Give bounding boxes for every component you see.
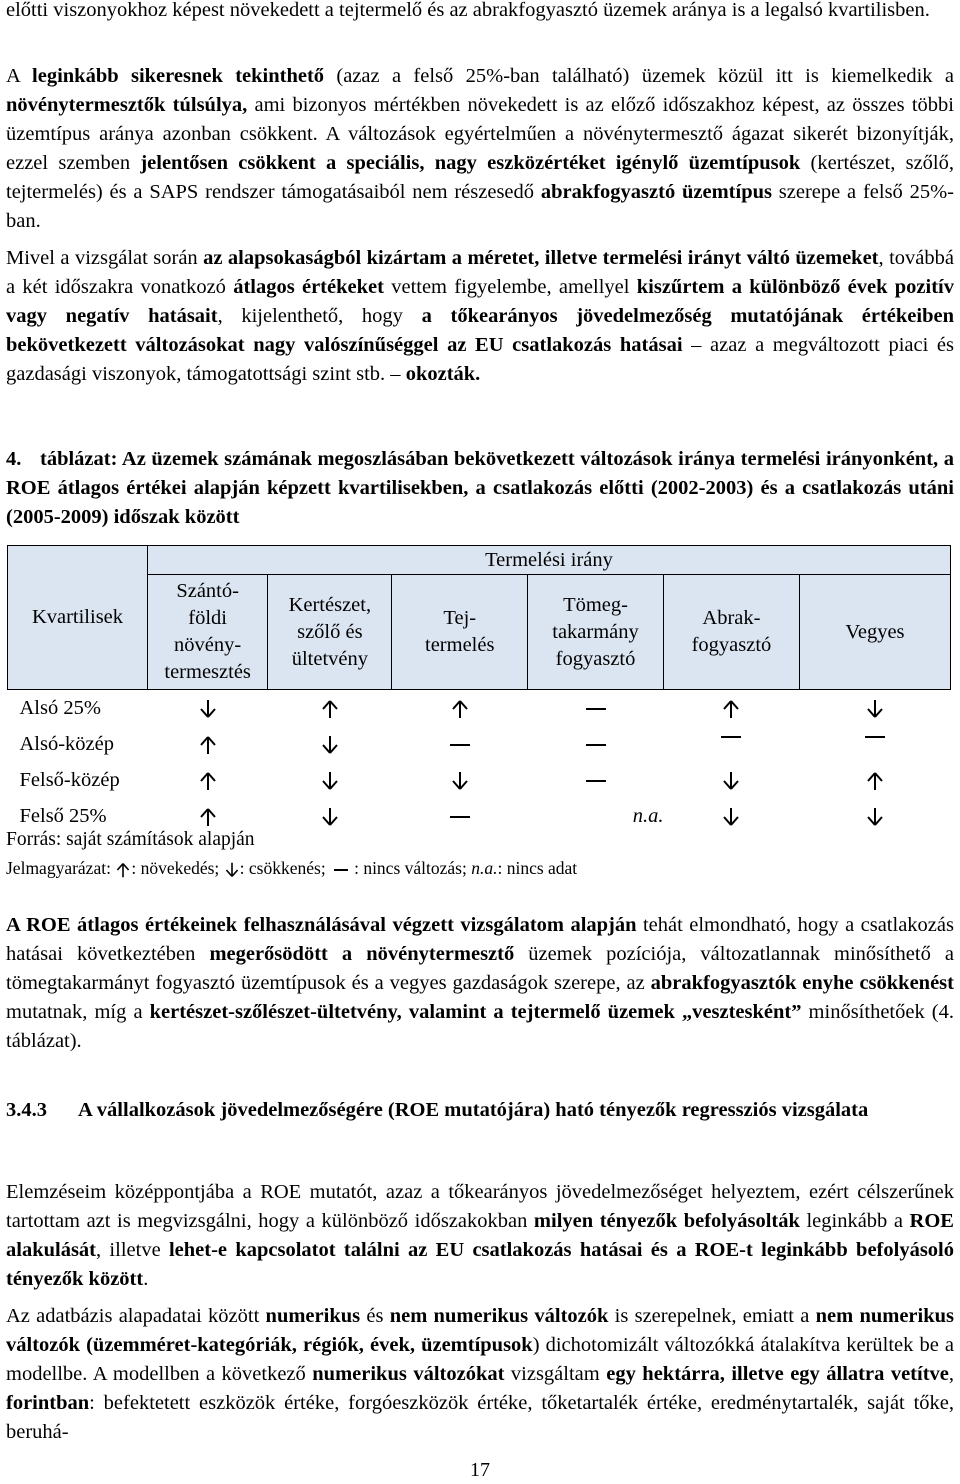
table-cell bbox=[664, 690, 800, 727]
arrow-down-icon bbox=[450, 771, 470, 791]
kvartilis-header: Kvartilisek bbox=[8, 546, 148, 690]
bold-text-run: lehet-e kapcsolatot találni az EU csatlakozás hatásai és a ROE-t leginkább befolyásoló tényezők között bbox=[6, 1239, 954, 1290]
paragraph-6 bbox=[6, 1302, 954, 1447]
text-run: , továbbá a két időszakra vonatkozó bbox=[6, 247, 954, 298]
table-cell bbox=[799, 726, 950, 762]
text-run: vizsgáltam bbox=[504, 1363, 607, 1385]
table-caption bbox=[6, 445, 954, 532]
arrow-down-icon bbox=[721, 807, 741, 827]
bold-text-run: nem numerikus változók (üzemméret-kategóriák, régiók, évek, üzemtípusok bbox=[6, 1305, 955, 1356]
table-cell bbox=[799, 762, 950, 798]
row-label: Felső 25% bbox=[19, 804, 107, 827]
arrow-down-icon bbox=[320, 807, 340, 827]
bold-text-run: átlagos értékeket bbox=[233, 276, 384, 298]
table-caption-text: táblázat: Az üzemek számának megoszlásában bekövetkezett változások iránya termelési irányonként, a ROE átlagos értékei alapján képzett kvartilisekben, a csatlakozás előtti (2002-2003) és a csatlakozás utáni (2005-2009) időszak között bbox=[6, 448, 954, 528]
table-cell bbox=[799, 798, 950, 834]
column-header: Szántó- földi növény- termesztés bbox=[147, 575, 267, 690]
arrow-up-icon bbox=[198, 807, 218, 827]
table-cell bbox=[664, 762, 800, 798]
table-cell bbox=[268, 690, 392, 727]
kvartilis-table bbox=[7, 545, 951, 834]
table-cell bbox=[799, 690, 950, 727]
table-cell bbox=[147, 726, 267, 762]
text-run: Az adatbázis alapadatai között bbox=[6, 1305, 266, 1327]
text-run: leginkább a bbox=[799, 1210, 910, 1232]
no-data-label: n.a. bbox=[632, 804, 664, 827]
table-caption-number: 4. bbox=[6, 448, 22, 470]
table-cell bbox=[392, 726, 528, 762]
paragraph-2 bbox=[6, 62, 954, 236]
table-cell bbox=[147, 690, 267, 727]
bold-text-run: kertészet-szőlészet-ültetvény, valamint a tejtermelő üzemek „vesztesként” bbox=[149, 1001, 802, 1023]
text-run: ami bizonyos mértékben növekedett is az előző időszakhoz képest, az összes többi üzemtípus aránya azonban csökkent. A változások egyértelműen a növénytermesztő ágazat sikerét bizonyítják, ezzel szemben bbox=[6, 94, 954, 174]
paragraph-3 bbox=[6, 244, 954, 389]
text-run: (azaz a felső 25%-ban található) üzemek közül itt is kiemelkedik a bbox=[324, 65, 954, 87]
column-header: Vegyes bbox=[799, 575, 950, 690]
bold-text-run: nem numerikus változók bbox=[389, 1305, 609, 1327]
legend-prefix: Jelmagyarázat: bbox=[6, 858, 116, 878]
table-row bbox=[8, 690, 951, 727]
paragraph-1 bbox=[6, 0, 954, 25]
column-header: Tej- termelés bbox=[392, 575, 528, 690]
paragraph-4 bbox=[6, 911, 954, 1056]
text-run: üzemek pozíciója, változatlannak minősíthető a tömegtakarmányt fogyasztó üzemtípusok és a vegyes gazdaságok szerepe, az bbox=[6, 943, 954, 994]
table-cell bbox=[528, 798, 664, 834]
bold-text-run: kiszűrtem a különböző évek pozitív vagy negatív hatásait bbox=[6, 276, 954, 327]
arrow-down-icon bbox=[320, 771, 340, 791]
column-header: Abrak- fogyasztó bbox=[664, 575, 800, 690]
legend-up-text: : növekedés; bbox=[131, 858, 224, 878]
column-header: Kertészet, szőlő és ültetvény bbox=[268, 575, 392, 690]
column-header: Tömeg- takarmány fogyasztó bbox=[528, 575, 664, 690]
table-cell bbox=[268, 798, 392, 834]
legend-na: n.a. bbox=[471, 858, 498, 878]
legend-down-text: : csökkenés; bbox=[239, 858, 331, 878]
section-title: A vállalkozások jövedelmezőségére (ROE mutatójára) ható tényezők regressziós vizsgálata bbox=[78, 1099, 869, 1121]
text-run: minősíthetőek (4. táblázat). bbox=[6, 1001, 954, 1052]
text-run: , kijelenthető, hogy bbox=[217, 305, 422, 327]
text-run: (kertészet, szőlő, tejtermelés) és a SAPS rendszer támogatásaiból nem részesedő bbox=[6, 152, 954, 203]
text-run: Elemzéseim középpontjába a ROE mutatót, azaz a tőkearányos jövedelmezőséget helyeztem, ezért célszerűnek tartottam azt is megvizsgálni, hogy a különböző időszakokban bbox=[6, 1181, 954, 1232]
termelesi-irany-header: Termelési irány bbox=[147, 546, 950, 575]
text-run: – azaz a megváltozott piaci és gazdasági viszonyok, támogatottsági szint stb. – bbox=[6, 334, 955, 385]
table-cell bbox=[392, 798, 528, 834]
text-run: is szerepelnek, emiatt a bbox=[608, 1305, 816, 1327]
arrow-up-icon bbox=[450, 699, 470, 719]
bold-text-run: jelentősen csökkent a speciális, nagy eszközértéket igénylő üzemtípusok bbox=[140, 152, 801, 174]
text-run: előtti viszonyokhoz képest növekedett a tejtermelő és az abrakfogyasztó üzemek aránya is a legalsó kvartilisben. bbox=[6, 0, 930, 21]
table-cell bbox=[528, 726, 664, 762]
row-label: Felső-közép bbox=[19, 768, 120, 791]
dash-icon bbox=[450, 744, 470, 746]
legend-none-text: : nincs változás; bbox=[354, 858, 472, 878]
dash-icon bbox=[721, 736, 741, 738]
table-cell bbox=[528, 690, 664, 727]
arrow-up-icon bbox=[865, 771, 885, 791]
bold-text-run: leginkább sikeresnek tekinthető bbox=[32, 65, 325, 87]
table-cell bbox=[392, 762, 528, 798]
dash-icon bbox=[865, 736, 885, 738]
column-headers-row bbox=[8, 575, 951, 690]
text-run: Mivel a vizsgálat során bbox=[6, 247, 204, 269]
text-run: A bbox=[6, 65, 33, 87]
arrow-down-icon bbox=[865, 699, 885, 719]
arrow-up-icon bbox=[320, 699, 340, 719]
arrow-up-icon bbox=[115, 862, 131, 878]
text-run: mutatnak, míg a bbox=[6, 1001, 150, 1023]
dash-icon bbox=[450, 816, 470, 818]
arrow-down-icon bbox=[721, 771, 741, 791]
text-run: , illetve bbox=[96, 1239, 169, 1261]
bold-text-run: numerikus változókat bbox=[312, 1363, 505, 1385]
bold-text-run: okozták. bbox=[405, 363, 481, 385]
table-cell bbox=[147, 762, 267, 798]
table-cell bbox=[268, 726, 392, 762]
table-legend bbox=[6, 858, 577, 879]
dash-icon bbox=[334, 869, 348, 871]
arrow-down-icon bbox=[224, 862, 240, 878]
text-run: . bbox=[143, 1268, 149, 1290]
table-cell bbox=[392, 690, 528, 727]
bold-text-run: milyen tényezők befolyásolták bbox=[533, 1210, 800, 1232]
table-cell bbox=[528, 762, 664, 798]
row-label: Alsó-közép bbox=[19, 732, 115, 755]
bold-text-run: numerikus bbox=[265, 1305, 361, 1327]
bold-text-run: abrakfogyasztó üzemtípus bbox=[540, 181, 772, 203]
table-cell bbox=[664, 726, 800, 762]
text-run: ) dichotomizált változókká átalakítva kerültek be a modellbe. A modellben a következő bbox=[6, 1334, 954, 1385]
page-number: 17 bbox=[470, 1459, 490, 1481]
paragraph-5 bbox=[6, 1178, 954, 1294]
arrow-up-icon bbox=[198, 771, 218, 791]
bold-text-run: A ROE átlagos értékeinek felhasználásával végzett vizsgálatom alapján bbox=[6, 914, 637, 936]
arrow-up-icon bbox=[721, 699, 741, 719]
text-run: vettem figyelembe, amellyel bbox=[383, 276, 637, 298]
section-heading bbox=[6, 1096, 954, 1125]
bold-text-run: megerősödött a növénytermesztő bbox=[209, 943, 515, 965]
text-run: szerepe a felső 25%-ban. bbox=[6, 181, 954, 232]
arrow-down-icon bbox=[198, 699, 218, 719]
text-run: és bbox=[360, 1305, 390, 1327]
table-source: Forrás: saját számítások alapján bbox=[6, 829, 255, 850]
bold-text-run: forintban bbox=[6, 1392, 90, 1414]
bold-text-run: abrakfogyasztók enyhe csökkenést bbox=[650, 972, 954, 994]
bold-text-run: egy hektárra, illetve egy állatra vetítve bbox=[606, 1363, 949, 1385]
dash-icon bbox=[586, 780, 606, 782]
text-run: , bbox=[948, 1363, 955, 1385]
text-run: : befektetett eszközök értéke, forgóeszközök értéke, tőketartalék értéke, eredménytartalék, saját tőke, beruhá- bbox=[6, 1392, 954, 1443]
arrow-down-icon bbox=[320, 735, 340, 755]
dash-icon bbox=[586, 744, 606, 746]
legend-na-text: : nincs adat bbox=[497, 858, 578, 878]
section-number: 3.4.3 bbox=[6, 1099, 47, 1121]
text-run: tehát elmondható, hogy a csatlakozás hatásai következtében bbox=[6, 914, 954, 965]
table-cell bbox=[268, 762, 392, 798]
bold-text-run: az alapsokaságból kizártam a méretet, illetve termelési irányt váltó üzemeket bbox=[203, 247, 879, 269]
arrow-up-icon bbox=[198, 735, 218, 755]
dash-icon bbox=[586, 708, 606, 710]
table-cell bbox=[664, 798, 800, 834]
bold-text-run: a tőkearányos jövedelmezőség mutatójának értékeiben bekövetkezett változásokat nagy valószínűséggel az EU csatlakozás hatásai bbox=[6, 305, 954, 356]
row-label: Alsó 25% bbox=[19, 696, 101, 719]
bold-text-run: ROE alakulását bbox=[6, 1210, 954, 1261]
table-row bbox=[8, 762, 951, 798]
bold-text-run: növénytermesztők túlsúlya, bbox=[6, 94, 248, 116]
table-row bbox=[8, 726, 951, 762]
arrow-down-icon bbox=[865, 807, 885, 827]
